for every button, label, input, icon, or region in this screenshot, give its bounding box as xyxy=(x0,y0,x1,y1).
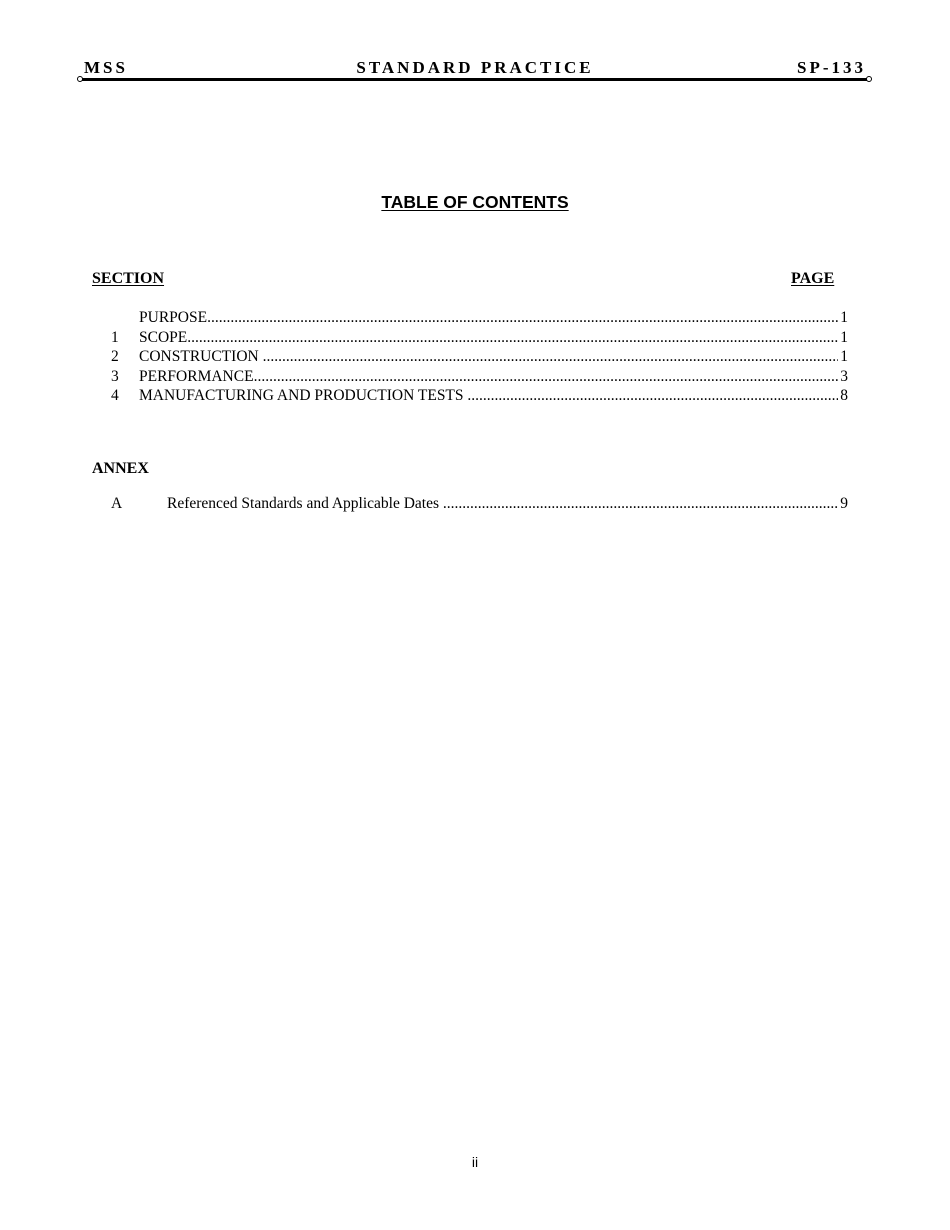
annex-list xyxy=(92,494,848,514)
page-header xyxy=(82,58,868,78)
dot-leader xyxy=(467,386,838,406)
dot-leader xyxy=(187,328,838,348)
header-title: STANDARD PRACTICE xyxy=(356,58,594,77)
toc-entry-scope[interactable] xyxy=(92,328,848,348)
toc-entry-page: 3 xyxy=(840,367,848,385)
toc-entry-title: MANUFACTURING AND PRODUCTION TESTS xyxy=(139,387,468,404)
toc-entry-number: 3 xyxy=(111,367,119,385)
section-column-heading: SECTION xyxy=(92,270,165,287)
header-rule-left-cap xyxy=(77,76,83,82)
toc-entry-title: PURPOSE xyxy=(139,309,208,326)
annex-entry-title: Referenced Standards and Applicable Dates xyxy=(167,495,443,512)
toc-entry-performance[interactable] xyxy=(92,367,848,387)
header-rule-right-cap xyxy=(866,76,872,82)
toc-entry-page: 1 xyxy=(840,328,848,346)
dot-leader xyxy=(263,347,839,367)
toc-entry-number: 2 xyxy=(111,348,119,365)
annex-entry-letter: A xyxy=(111,495,123,512)
toc-entry-page: 1 xyxy=(840,309,848,326)
toc-entry-title: PERFORMANCE xyxy=(139,367,254,385)
toc-entry-page: 1 xyxy=(840,348,848,365)
toc-entry-page: 8 xyxy=(840,387,848,404)
toc-entry-number: 4 xyxy=(111,387,119,404)
toc-entry-purpose[interactable] xyxy=(92,308,848,328)
toc-entry-title: SCOPE xyxy=(139,328,188,346)
toc-entry-construction[interactable] xyxy=(92,347,848,367)
annex-heading: ANNEX xyxy=(92,460,149,477)
header-doc-number: SP-133 xyxy=(797,58,866,77)
toc-title: TABLE OF CONTENTS xyxy=(381,192,569,212)
header-org: MSS xyxy=(84,58,128,77)
toc-entry-title: CONSTRUCTION xyxy=(139,348,263,365)
annex-entry-page: 9 xyxy=(840,495,848,512)
toc-list xyxy=(92,308,848,406)
page-number: ii xyxy=(471,1154,479,1170)
toc-entry-number: 1 xyxy=(111,328,119,346)
header-rule xyxy=(80,78,870,81)
dot-leader xyxy=(254,367,839,387)
dot-leader xyxy=(207,308,838,328)
dot-leader xyxy=(443,494,838,514)
toc-entry-manufacturing[interactable] xyxy=(92,386,848,406)
page-column-heading: PAGE xyxy=(791,270,835,287)
annex-entry-a[interactable] xyxy=(92,494,848,514)
